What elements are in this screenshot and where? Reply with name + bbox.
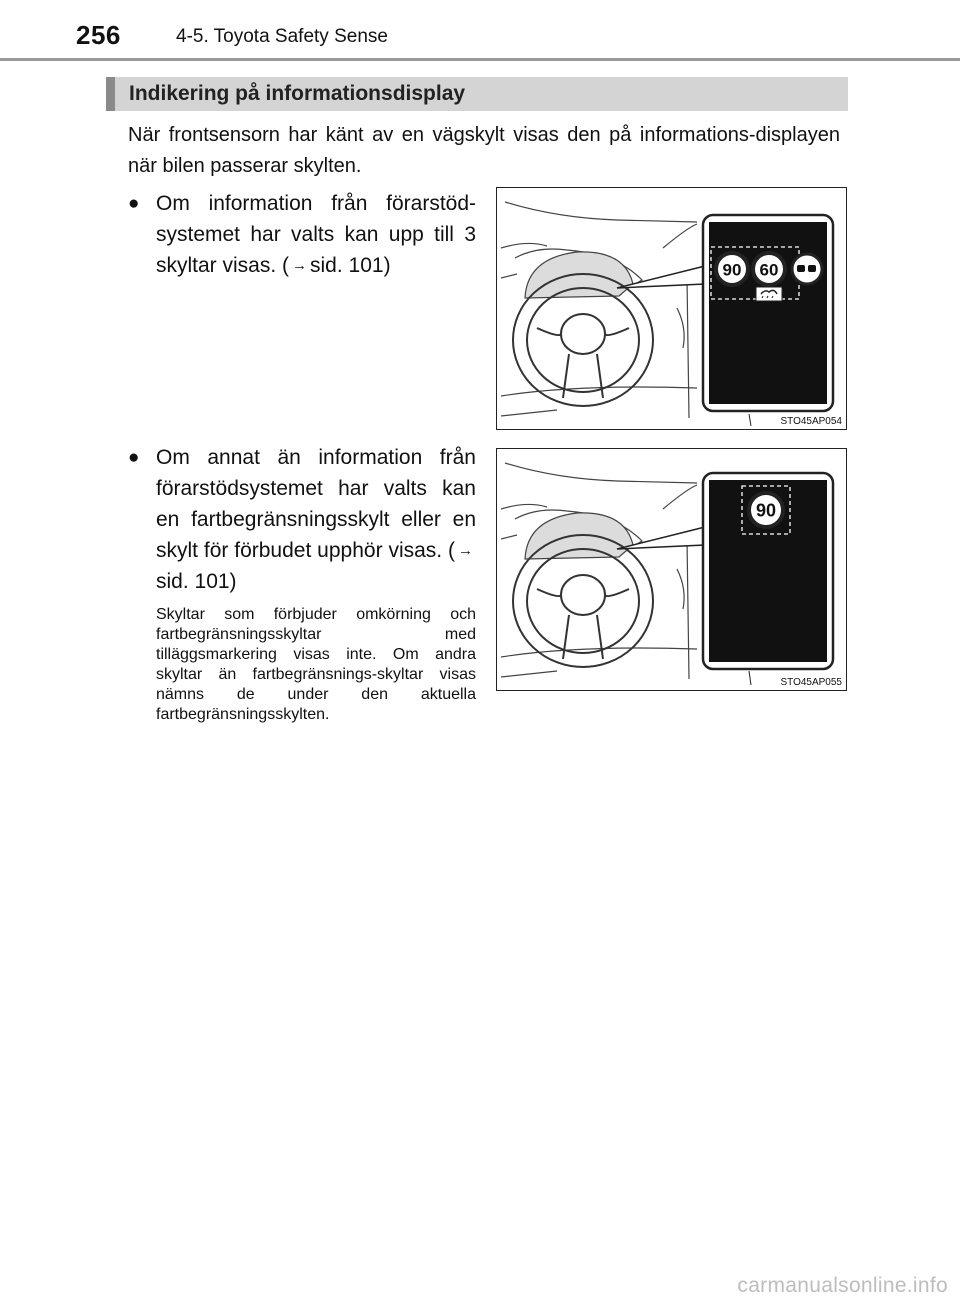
speed-sign-90: [716, 253, 748, 285]
heading-bar: [106, 77, 848, 111]
dashboard-illustration: [497, 449, 845, 689]
bullet-2-text: [156, 442, 476, 597]
bullet-2-ref[interactable]: sid. 101): [156, 570, 237, 593]
header-rule: [0, 58, 960, 61]
bullet-1-text: [156, 188, 476, 281]
arrow-right-icon: →: [292, 257, 308, 274]
page-number: 256: [76, 20, 121, 50]
no-overtaking-icon: [792, 254, 822, 284]
bullet-dot-icon: ●: [128, 193, 140, 214]
figure-2: [496, 448, 847, 691]
svg-text:60: 60: [759, 260, 779, 280]
watermark: carmanualsonline.info: [737, 1274, 948, 1297]
display-screen: [709, 222, 827, 404]
bullet-1-body: Om information från förarstöd-systemet har valts kan upp till 3 skyltar visas. (: [156, 192, 476, 277]
figure-1: [496, 187, 847, 430]
speed-sign-60: [753, 253, 785, 285]
bullet-1-ref[interactable]: sid. 101): [310, 254, 391, 277]
speed-sign-90: [749, 493, 783, 527]
section-title: 4-5. Toyota Safety Sense: [176, 26, 388, 47]
bullet-2: [128, 442, 476, 597]
figure-1-label: STO45AP054: [780, 416, 842, 427]
bullet-2-body: Om annat än information från förarstödsystemet har valts kan en fartbegränsningsskylt eller en skylt för förbudet upphör visas. (: [156, 446, 476, 562]
figure-2-label: STO45AP055: [780, 677, 842, 688]
arrow-right-icon: →: [458, 542, 473, 559]
bullet-dot-icon: ●: [128, 447, 140, 468]
note-paragraph: Skyltar som förbjuder omkörning och fartbegränsningsskyltar med tilläggsmarkering visas inte. Om andra skyltar än fartbegränsnings-skyltar visas nämns de under den aktuella fartbegränsningsskylten.: [156, 606, 476, 723]
rain-icon: [756, 287, 782, 301]
bullet-1: [128, 188, 476, 281]
svg-text:90: 90: [722, 260, 742, 280]
intro-paragraph: När frontsensorn har känt av en vägskylt visas den på informations-displayen när bilen passerar skylten.: [128, 124, 840, 177]
svg-text:90: 90: [755, 500, 777, 521]
heading-text: Indikering på informationsdisplay: [129, 82, 466, 105]
dashboard-illustration: [497, 188, 845, 428]
